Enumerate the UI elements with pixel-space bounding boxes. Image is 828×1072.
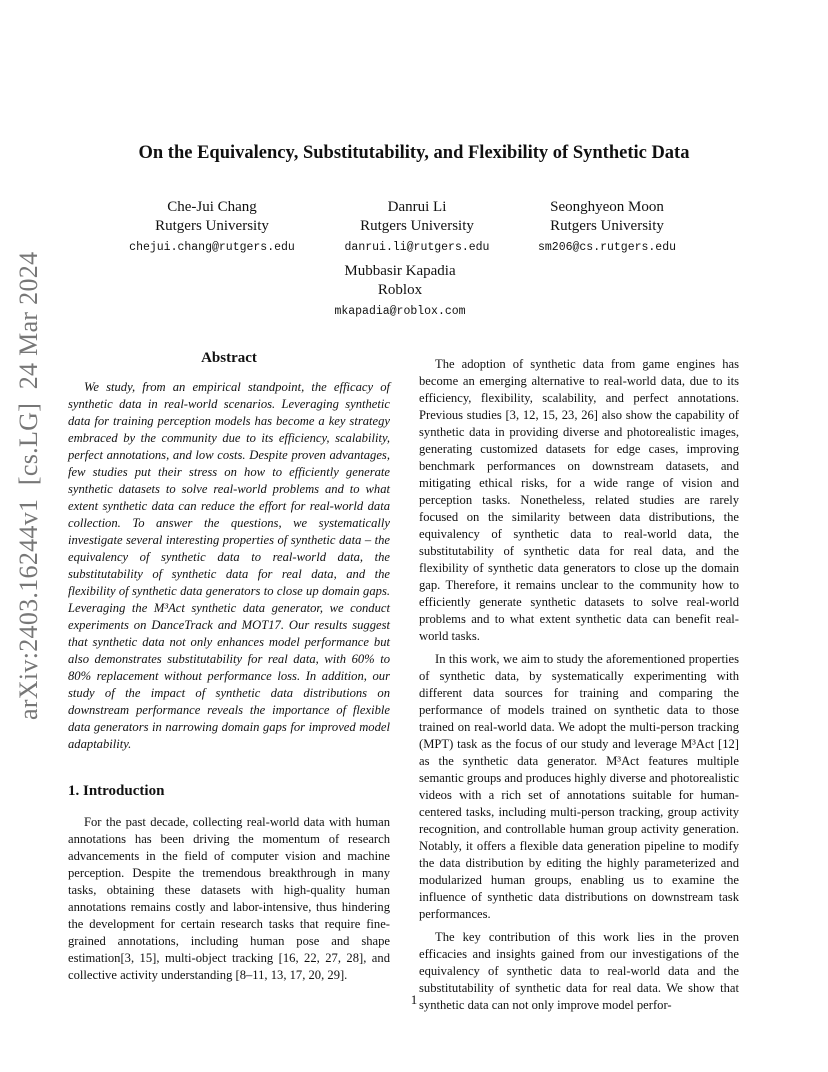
author-name: Danrui Li	[387, 199, 447, 215]
author-name: Seonghyeon Moon	[550, 199, 664, 215]
arxiv-identifier: arXiv:2403.16244v1 [cs.LG] 24 Mar 2024	[14, 251, 43, 720]
intro-paragraph: For the past decade, collecting real-world data with human annotations has been driving the momentum of research advancements in the field of computer vision and machine perception. Despite the tremendous breakthrough in many tasks, obtaining these datasets with high-quality human annotations remains costly and labor-intensive, thus hindering the development for certain research tasks that require fine-grained annotations, including human pose and shape estimation[3, 15], multi-object tracking [16, 22, 27, 28], and collective activity understanding [8–11, 13, 17, 20, 29].	[68, 815, 390, 982]
abstract-text: We study, from an empirical standpoint, the efficacy of synthetic data in real-world scenarios. Leveraging synthetic data for training perception models has become a key strategy embraced by the community due to its efficiency, scalability, perfect annotations, and low costs. Despite proven advantages, few studies put their stress on how to efficiently generate synthetic datasets to solve real-world problems and to what extent synthetic data can reduce the effort for real-world data collection. To answer the questions, we systematically investigate several interesting properties of synthetic data – the equivalency of synthetic data to real-world data, the substitutability of synthetic data for real data, and the flexibility of synthetic data generators to close up domain gaps. Leveraging the M³Act synthetic data generator, we conduct experiments on DanceTrack and MOT17. Our results suggest that synthetic data not only enhances model performance but also demonstrates substitutability for real data, with 60% to 80% replacement without performance loss. In addition, our study of the impact of synthetic data distributions on downstream performance reveals the importance of flexible data generators in narrowing domain gaps for improved model adaptability.	[68, 380, 390, 751]
body-paragraph: The adoption of synthetic data from game engines has become an emerging alternative to real-world data, due to its efficiency, flexibility, scalability, and perfect annotations. Previous studies [3, 12, 15, 23, 26] also show the capability of synthetic data in providing diverse and photorealistic images, generating customized datasets for edge cases, improving benchmark performances on downstream datasets, and mitigating ethical risks, for a wide range of vision and perception tasks. Nonetheless, related studies are rarely focused on the similarity between data distributions, the equivalency of synthetic data to real-world data, the substitutability of synthetic data for real data, and the flexibility of synthetic data generators to close up the domain gap. Therefore, it remains unclear to the community how to efficiently generate synthetic datasets to solve real-world problems and to what extent synthetic data can benefit real-world tasks.	[419, 357, 739, 643]
author-affiliation: Rutgers University	[155, 218, 269, 234]
body-paragraph: The key contribution of this work lies in the proven efficacies and insights gained from our investigations of the equivalency of synthetic data to real-world data and the substitutability of synthetic data for real data. We show that synthetic data can not only improve model perfor-	[419, 930, 739, 1012]
author-block	[112, 198, 312, 255]
author-email: mkapadia@roblox.com	[334, 305, 466, 318]
author-name: Che-Jui Chang	[167, 199, 257, 215]
author-name: Mubbasir Kapadia	[344, 263, 456, 279]
body-paragraph: In this work, we aim to study the aforementioned properties of synthetic data, by systematically experimenting with different data sources for training and comparing the performance of models trained on synthetic data to those trained on real-world data. We adopt the multi-person tracking (MPT) task as the focus of our study and leverage M³Act [12] as the synthetic data generator. M³Act features multiple semantic groups and produces highly diverse and photorealistic videos with a rich set of annotations suitable for human-centered tasks, including multi-person tracking, group activity recognition, and controllable human group activity generation. Notably, it offers a flexible data generation pipeline to modify the data distribution by editing the highly parameterized and modularized human groups, enabling us to examine the influence of synthetic data distributions on downstream task performances.	[419, 652, 740, 921]
author-affiliation: Rutgers University	[360, 218, 474, 234]
left-column	[68, 350, 390, 990]
author-block	[507, 198, 707, 255]
author-affiliation: Rutgers University	[550, 218, 664, 234]
page-number: 1	[410, 992, 418, 1007]
author-email: chejui.chang@rutgers.edu	[129, 241, 295, 254]
author-email: sm206@cs.rutgers.edu	[537, 241, 677, 254]
right-column	[419, 356, 739, 1020]
author-email: danrui.li@rutgers.edu	[344, 241, 490, 254]
abstract-heading: Abstract	[201, 350, 257, 366]
section-heading-introduction: 1. Introduction	[68, 783, 165, 799]
author-block	[300, 262, 500, 319]
author-block	[317, 198, 517, 255]
author-affiliation: Roblox	[377, 282, 423, 298]
paper-title: On the Equivalency, Substitutability, and Flexibility of Synthetic Data	[138, 143, 690, 163]
